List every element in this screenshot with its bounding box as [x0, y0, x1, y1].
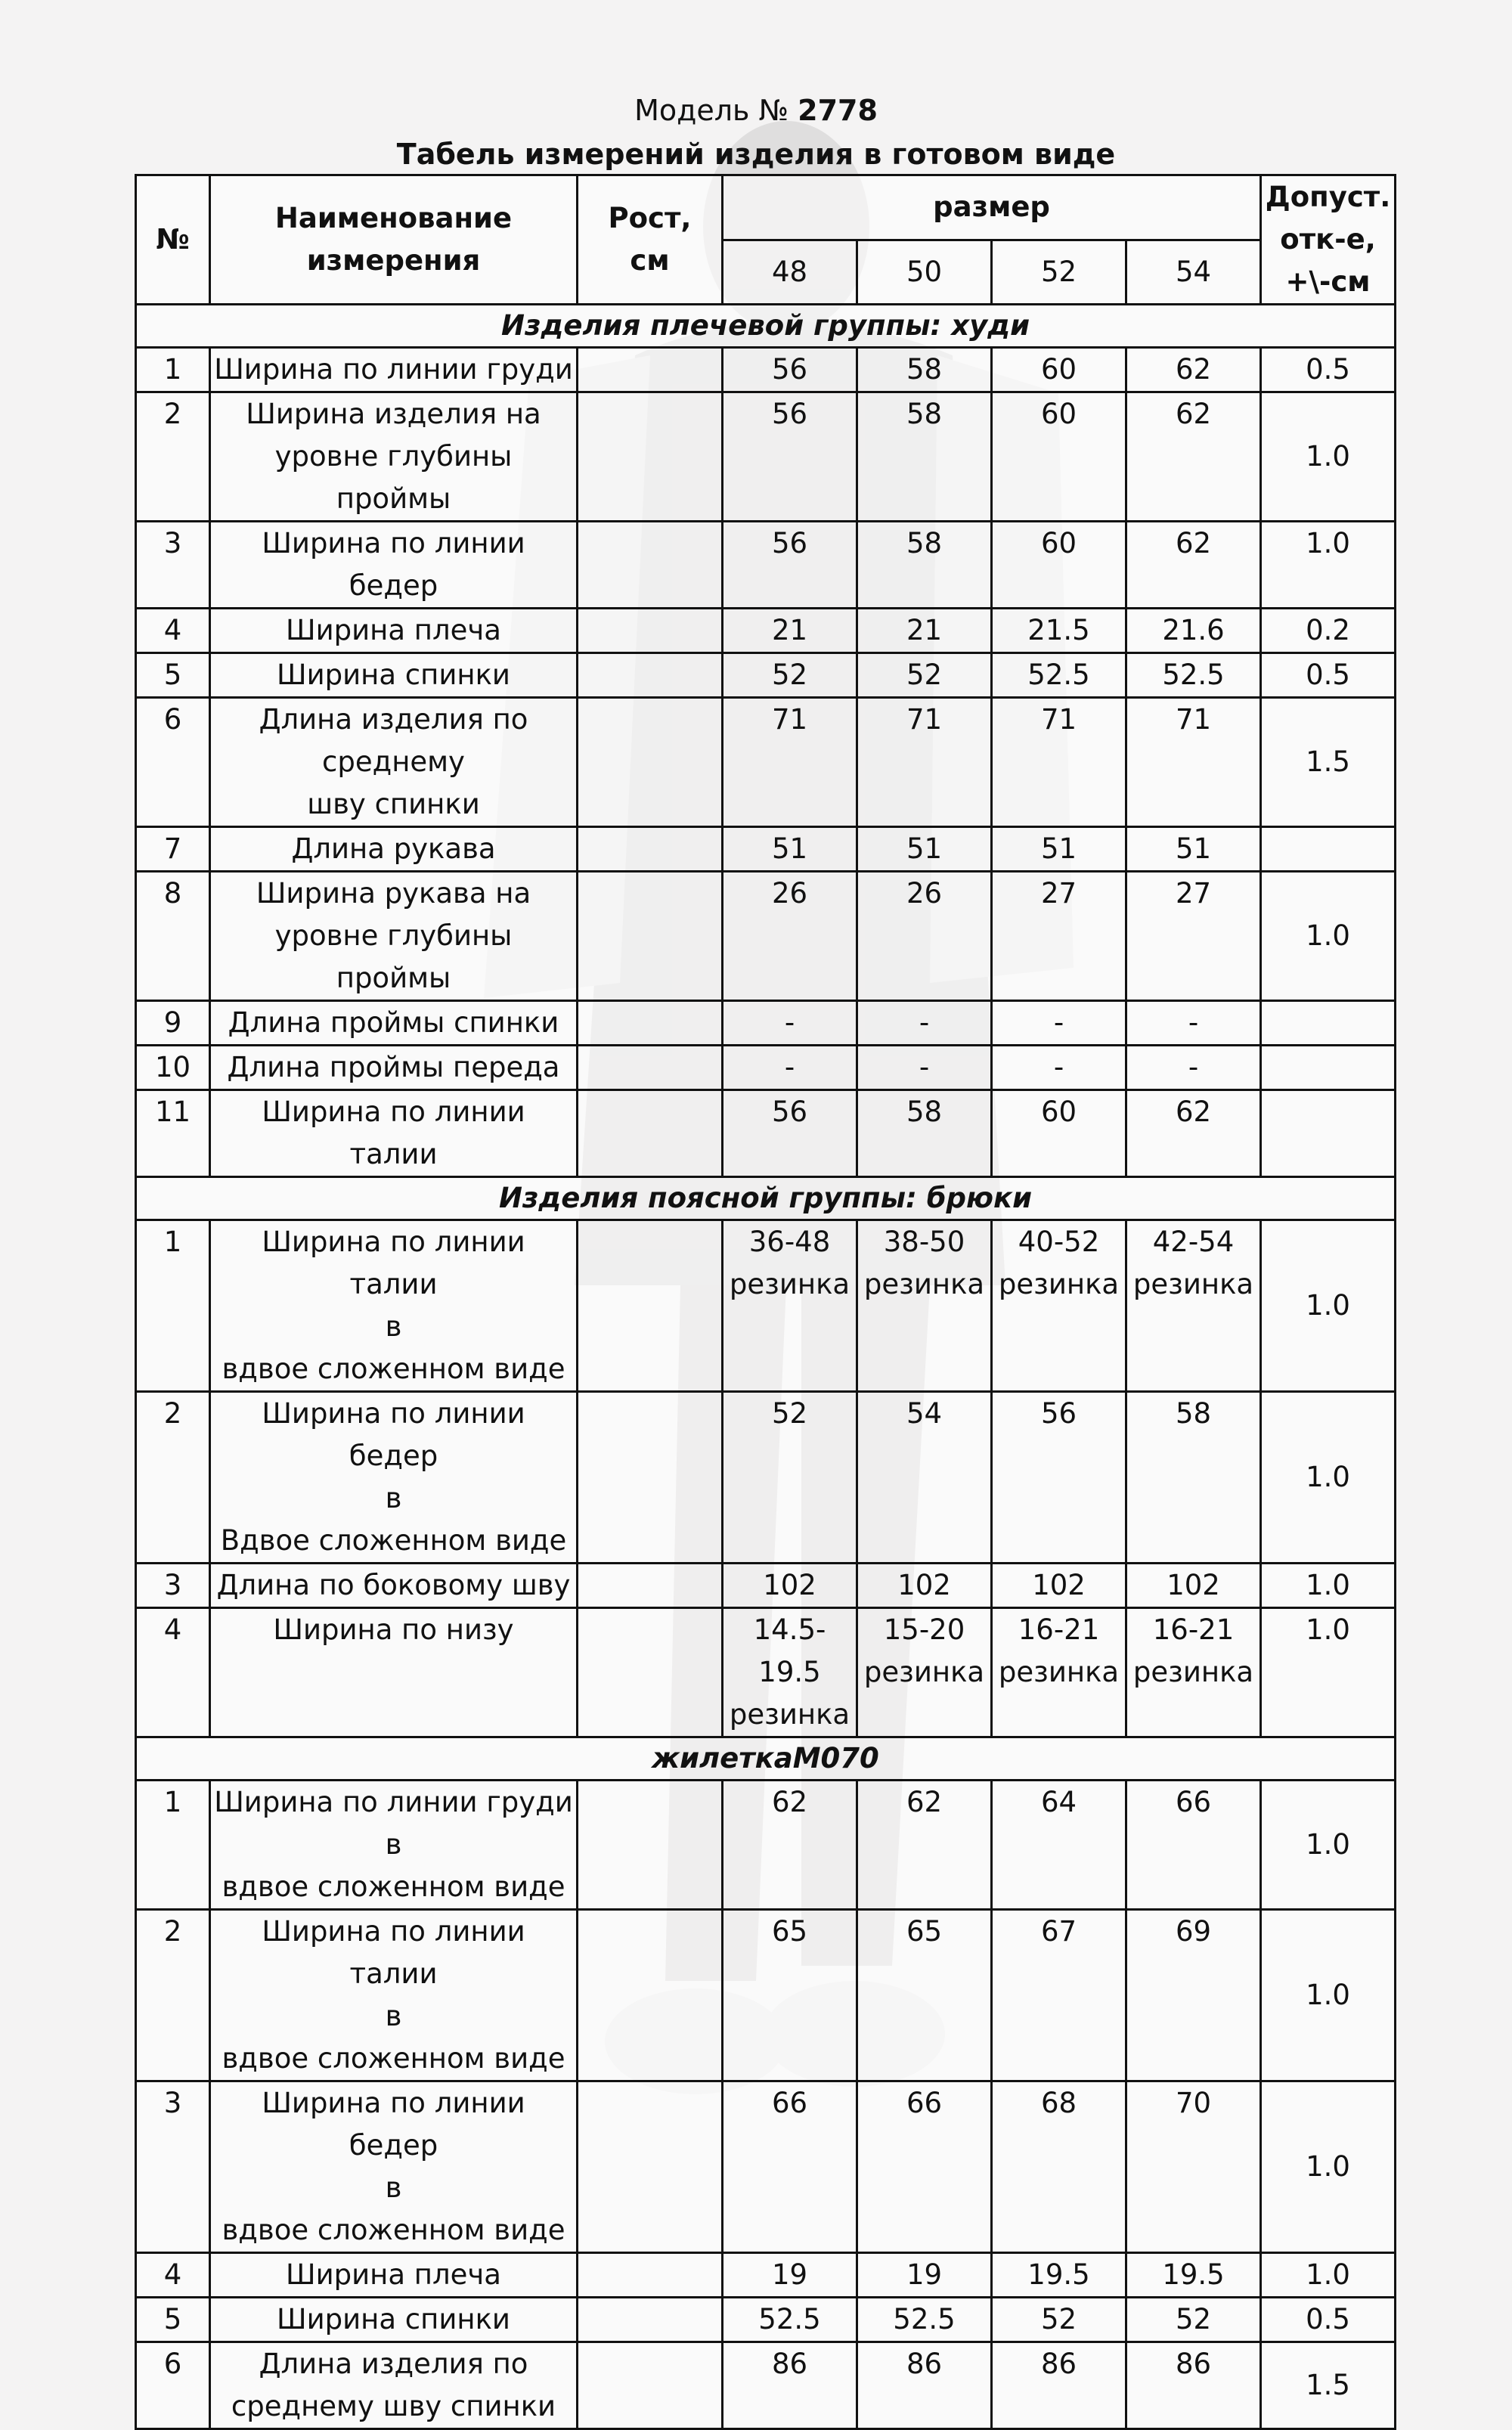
measurement-name-line: среднему	[322, 745, 465, 778]
section-title: Изделия поясной группы: брюки	[136, 1177, 1396, 1220]
measurement-name	[210, 1090, 578, 1177]
table-row	[136, 1910, 1396, 2081]
height-cell	[578, 2342, 723, 2429]
size-value: 58	[857, 348, 992, 392]
table-row	[136, 872, 1396, 1001]
row-number: 3	[136, 2081, 210, 2253]
table-row	[136, 609, 1396, 653]
height-cell	[578, 1564, 723, 1608]
size-value: 27	[1126, 872, 1261, 1001]
size-value: 27	[992, 872, 1126, 1001]
size-value: 19.5	[992, 2253, 1126, 2298]
measurement-name-line: Ширина спинки	[277, 659, 510, 691]
size-value: 51	[992, 827, 1126, 872]
table-row	[136, 1608, 1396, 1737]
measurement-name-line: Ширина по линии бедер	[262, 1397, 525, 1472]
measurement-name-line: Ширина по линии талии	[262, 1226, 525, 1300]
size-value: 67	[992, 1910, 1126, 2081]
header-tolerance-line: +\-см	[1285, 265, 1371, 298]
size-value: 51	[1126, 827, 1261, 872]
table-row	[136, 392, 1396, 522]
size-value: 62	[1126, 348, 1261, 392]
tolerance-value: 0.5	[1261, 653, 1396, 698]
size-value: -	[992, 1046, 1126, 1090]
size-value: 54	[857, 1392, 992, 1564]
size-value: 102	[857, 1564, 992, 1608]
measurement-name-line: вдвое сложенном виде	[222, 2042, 565, 2075]
size-value: 19.5	[1126, 2253, 1261, 2298]
measurement-name-line: среднему шву спинки	[231, 2390, 556, 2422]
measurement-name	[210, 698, 578, 827]
measurement-name-line: Длина по боковому шву	[216, 1569, 571, 1601]
measurement-name	[210, 392, 578, 522]
header-height-line: см	[630, 244, 670, 277]
size-value: 60	[992, 1090, 1126, 1177]
size-value: 19	[857, 2253, 992, 2298]
measurement-name	[210, 1781, 578, 1910]
size-value: 51	[857, 827, 992, 872]
section-header-row	[136, 1737, 1396, 1781]
tolerance-value: 0.5	[1261, 2298, 1396, 2342]
size-value: 52.5	[723, 2298, 857, 2342]
table-row	[136, 1090, 1396, 1177]
size-value: 66	[723, 2081, 857, 2253]
size-value: 21	[723, 609, 857, 653]
measurement-name-line: уровне глубины	[274, 440, 513, 473]
row-number: 4	[136, 609, 210, 653]
measurement-name-line: Ширина по линии талии	[262, 1096, 525, 1170]
section-title: жилеткаМ070	[136, 1737, 1396, 1781]
table-row	[136, 1781, 1396, 1910]
height-cell	[578, 522, 723, 609]
header-tolerance-line: отк-е,	[1280, 223, 1376, 256]
height-cell	[578, 1781, 723, 1910]
tolerance-value: 1.0	[1261, 2253, 1396, 2298]
size-value: 66	[1126, 1781, 1261, 1910]
measurement-name-line: вдвое сложенном виде	[222, 1353, 565, 1385]
height-cell	[578, 1910, 723, 2081]
height-cell	[578, 1392, 723, 1564]
row-number: 1	[136, 1220, 210, 1392]
measurement-name-line: в	[385, 2000, 402, 2032]
size-value: 86	[1126, 2342, 1261, 2429]
row-number: 7	[136, 827, 210, 872]
size-value: 52	[857, 653, 992, 698]
height-cell	[578, 2253, 723, 2298]
measurement-name	[210, 1392, 578, 1564]
size-value: 21.5	[992, 609, 1126, 653]
measurement-name-line: Ширина по линии груди	[214, 353, 573, 386]
measurement-name	[210, 522, 578, 609]
tolerance-value: 1.0	[1261, 1220, 1396, 1392]
size-value: 14.5-19.5 резинка	[723, 1608, 857, 1737]
measurement-name	[210, 348, 578, 392]
size-value: 58	[857, 392, 992, 522]
size-value: 26	[723, 872, 857, 1001]
table-row	[136, 2342, 1396, 2429]
measurement-name-line: шву спинки	[307, 788, 480, 820]
size-52: 52	[992, 240, 1126, 305]
size-value: 52.5	[992, 653, 1126, 698]
height-cell	[578, 1090, 723, 1177]
size-value: 62	[857, 1781, 992, 1910]
measurement-name	[210, 1608, 578, 1737]
size-value: 71	[857, 698, 992, 827]
size-value: -	[992, 1001, 1126, 1046]
size-value: 16-21 резинка	[1126, 1608, 1261, 1737]
size-value: 58	[1126, 1392, 1261, 1564]
tolerance-value: 1.0	[1261, 2081, 1396, 2253]
header-height	[578, 175, 723, 305]
row-number: 6	[136, 698, 210, 827]
table-row	[136, 2253, 1396, 2298]
size-value: 71	[723, 698, 857, 827]
size-value: 64	[992, 1781, 1126, 1910]
row-number: 8	[136, 872, 210, 1001]
height-cell	[578, 1001, 723, 1046]
size-value: 52	[723, 1392, 857, 1564]
measurement-name-line: Ширина изделия на	[246, 398, 541, 430]
size-value: 62	[1126, 522, 1261, 609]
size-value: 56	[723, 1090, 857, 1177]
row-number: 2	[136, 1910, 210, 2081]
size-value: -	[723, 1001, 857, 1046]
row-number: 5	[136, 2298, 210, 2342]
size-value: 52	[992, 2298, 1126, 2342]
size-value: -	[723, 1046, 857, 1090]
size-value: 102	[723, 1564, 857, 1608]
measurement-name-line: Ширина плеча	[286, 614, 501, 646]
measurement-name-line: Ширина по линии груди	[214, 1786, 573, 1818]
height-cell	[578, 348, 723, 392]
size-value: 102	[1126, 1564, 1261, 1608]
row-number: 5	[136, 653, 210, 698]
size-value: 69	[1126, 1910, 1261, 2081]
table-row	[136, 1564, 1396, 1608]
measurement-name	[210, 609, 578, 653]
table-row	[136, 1001, 1396, 1046]
size-value: 70	[1126, 2081, 1261, 2253]
size-value: 38-50 резинка	[857, 1220, 992, 1392]
header-name	[210, 175, 578, 305]
measurement-name-line: Длина проймы спинки	[228, 1006, 559, 1039]
height-cell	[578, 827, 723, 872]
table-row	[136, 2298, 1396, 2342]
measurement-name	[210, 827, 578, 872]
table-row	[136, 522, 1396, 609]
height-cell	[578, 609, 723, 653]
height-cell	[578, 2298, 723, 2342]
size-value: 36-48 резинка	[723, 1220, 857, 1392]
size-value: 56	[992, 1392, 1126, 1564]
tolerance-value: 0.2	[1261, 609, 1396, 653]
size-value: 86	[992, 2342, 1126, 2429]
measurement-name-line: Ширина по линии талии	[262, 1915, 525, 1990]
height-cell	[578, 1046, 723, 1090]
row-number: 11	[136, 1090, 210, 1177]
measurement-name	[210, 1564, 578, 1608]
measurement-name-line: Вдвое сложенном виде	[220, 1524, 567, 1557]
size-value: 21	[857, 609, 992, 653]
size-value: 15-20 резинка	[857, 1608, 992, 1737]
tolerance-value: 1.5	[1261, 2342, 1396, 2429]
measurement-name-line: Ширина по линии бедер	[262, 527, 525, 602]
measurement-name-line: вдвое сложенном виде	[222, 1871, 565, 1903]
size-value: 26	[857, 872, 992, 1001]
measurement-name	[210, 1910, 578, 2081]
size-value: 71	[992, 698, 1126, 827]
tolerance-value: 1.0	[1261, 872, 1396, 1001]
model-title	[0, 89, 1512, 132]
section-header-row	[136, 305, 1396, 348]
measurement-name-line: в	[385, 1828, 402, 1861]
model-prefix: Модель №	[634, 94, 798, 127]
measurement-name-line: в	[385, 1310, 402, 1343]
tolerance-value: 1.0	[1261, 1910, 1396, 2081]
row-number: 1	[136, 348, 210, 392]
measurement-name	[210, 1046, 578, 1090]
tolerance-value: 1.5	[1261, 698, 1396, 827]
size-value: 52.5	[1126, 653, 1261, 698]
size-value: 62	[1126, 392, 1261, 522]
table-row	[136, 827, 1396, 872]
header-tolerance-line: Допуст.	[1265, 181, 1391, 213]
size-value: 56	[723, 392, 857, 522]
header-name-line: Наименование	[274, 202, 513, 234]
size-value: 51	[723, 827, 857, 872]
measurement-name-line: Ширина спинки	[277, 2303, 510, 2335]
section-header-row	[136, 1177, 1396, 1220]
tolerance-value: 1.0	[1261, 1781, 1396, 1910]
size-value: -	[1126, 1046, 1261, 1090]
table-row	[136, 653, 1396, 698]
tolerance-value: 1.0	[1261, 1608, 1396, 1737]
measurement-name-line: в	[385, 1482, 402, 1514]
height-cell	[578, 2081, 723, 2253]
header-row-1	[136, 175, 1396, 240]
measurement-name	[210, 2298, 578, 2342]
size-value: 62	[1126, 1090, 1261, 1177]
header-size: размер	[723, 175, 1261, 240]
measurement-name	[210, 1001, 578, 1046]
row-number: 2	[136, 1392, 210, 1564]
size-value: 86	[857, 2342, 992, 2429]
row-number: 3	[136, 1564, 210, 1608]
size-value: 42-54 резинка	[1126, 1220, 1261, 1392]
measurement-name	[210, 872, 578, 1001]
height-cell	[578, 653, 723, 698]
measurement-name	[210, 2342, 578, 2429]
measurement-name-line: Ширина по линии бедер	[262, 2087, 525, 2162]
size-value: 65	[857, 1910, 992, 2081]
size-48: 48	[723, 240, 857, 305]
row-number: 1	[136, 1781, 210, 1910]
size-value: -	[857, 1046, 992, 1090]
height-cell	[578, 698, 723, 827]
table-row	[136, 348, 1396, 392]
tolerance-value: 1.0	[1261, 1564, 1396, 1608]
measurement-name-line: Ширина рукава на	[256, 877, 531, 910]
height-cell	[578, 392, 723, 522]
measurement-name-line: проймы	[336, 482, 451, 515]
table-row	[136, 2081, 1396, 2253]
size-value: 19	[723, 2253, 857, 2298]
size-value: 52	[723, 653, 857, 698]
row-number: 10	[136, 1046, 210, 1090]
table-row	[136, 1392, 1396, 1564]
size-value: 66	[857, 2081, 992, 2253]
model-number: 2778	[798, 94, 878, 127]
tolerance-value	[1261, 1001, 1396, 1046]
size-value: 60	[992, 522, 1126, 609]
size-value: 102	[992, 1564, 1126, 1608]
size-value: 60	[992, 348, 1126, 392]
measurement-name-line: уровне глубины проймы	[274, 919, 513, 994]
size-value: 52	[1126, 2298, 1261, 2342]
table-row	[136, 1046, 1396, 1090]
measurement-name-line: вдвое сложенном виде	[222, 2214, 565, 2246]
header-height-line: Рост,	[608, 202, 692, 234]
height-cell	[578, 1608, 723, 1737]
size-value: 58	[857, 522, 992, 609]
size-value: 56	[723, 348, 857, 392]
size-value: -	[857, 1001, 992, 1046]
measurement-name-line: Длина проймы переда	[227, 1051, 560, 1083]
height-cell	[578, 1220, 723, 1392]
measurement-name-line: Длина изделия по	[259, 2348, 528, 2380]
table-subtitle: Табель измерений изделия в готовом виде	[396, 138, 1116, 171]
table-row	[136, 1220, 1396, 1392]
measurement-name	[210, 653, 578, 698]
row-number: 4	[136, 1608, 210, 1737]
table-row	[136, 698, 1396, 827]
measurement-name-line: Ширина плеча	[286, 2258, 501, 2291]
measurement-name	[210, 1220, 578, 1392]
header-tolerance	[1261, 175, 1396, 305]
size-value: 60	[992, 392, 1126, 522]
row-number: 3	[136, 522, 210, 609]
measurement-name-line: в	[385, 2171, 402, 2204]
size-50: 50	[857, 240, 992, 305]
size-value: 52.5	[857, 2298, 992, 2342]
row-number: 2	[136, 392, 210, 522]
size-value: -	[1126, 1001, 1261, 1046]
size-value: 21.6	[1126, 609, 1261, 653]
size-value: 58	[857, 1090, 992, 1177]
size-value: 71	[1126, 698, 1261, 827]
header-number: №	[136, 175, 210, 305]
size-value: 68	[992, 2081, 1126, 2253]
measurement-name-line: Длина изделия по	[259, 703, 528, 736]
row-number: 9	[136, 1001, 210, 1046]
size-value: 40-52 резинка	[992, 1220, 1126, 1392]
size-value: 62	[723, 1781, 857, 1910]
row-number: 4	[136, 2253, 210, 2298]
measurement-name-line: Ширина по низу	[273, 1613, 514, 1646]
tolerance-value: 1.0	[1261, 1392, 1396, 1564]
size-54: 54	[1126, 240, 1261, 305]
measurement-name	[210, 2081, 578, 2253]
measurement-table	[135, 174, 1396, 2430]
height-cell	[578, 872, 723, 1001]
tolerance-value	[1261, 1090, 1396, 1177]
tolerance-value: 1.0	[1261, 522, 1396, 609]
row-number: 6	[136, 2342, 210, 2429]
tolerance-value	[1261, 1046, 1396, 1090]
measurement-name-line: Длина рукава	[291, 832, 496, 865]
tolerance-value: 0.5	[1261, 348, 1396, 392]
size-value: 56	[723, 522, 857, 609]
tolerance-value	[1261, 827, 1396, 872]
measurement-name	[210, 2253, 578, 2298]
section-title: Изделия плечевой группы: худи	[136, 305, 1396, 348]
size-value: 16-21 резинка	[992, 1608, 1126, 1737]
header-name-line: измерения	[306, 244, 481, 277]
size-value: 86	[723, 2342, 857, 2429]
size-value: 65	[723, 1910, 857, 2081]
tolerance-value: 1.0	[1261, 392, 1396, 522]
